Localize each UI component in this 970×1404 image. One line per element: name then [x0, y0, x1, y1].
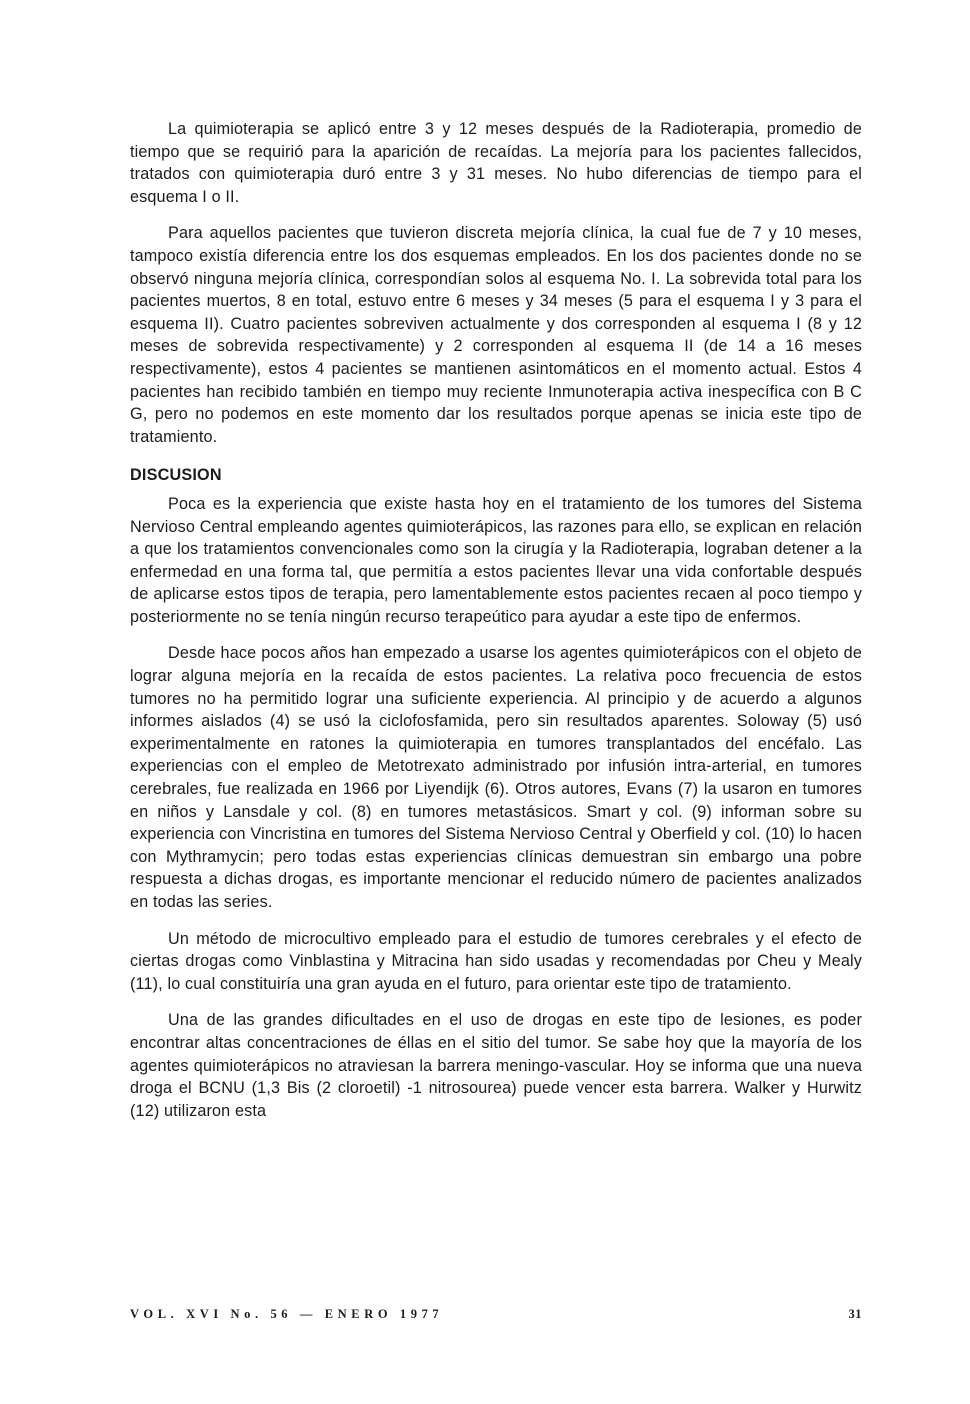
page-number: 31	[848, 1307, 862, 1321]
paragraph-discusion-difficulties: Una de las grandes dificultades en el uso de drogas en este tipo de lesiones, es poder encontrar altas concentraciones de éllas en el sitio del tumor. Se sabe hoy que la mayoría de los agentes quimioterápicos no atraviesan la barrera meningo-vascular. Hoy se informa que una nueva droga el BCNU (1,3 Bis (2 cloroetil) -1 nitrosourea) puede vencer esta barrera. Walker y Hurwitz (12) utilizaron esta	[130, 1011, 862, 1120]
paragraph-discusion-intro: Poca es la experiencia que existe hasta hoy en el tratamiento de los tumores del Sistema Nervioso Central empleando agentes quimioterápicos, las razones para ello, se explican en relación a que los tratamientos convencionales como son la cirugía y la Radioterapia, lograban detener a la enfermedad en una forma tal, que permitía a estos pacientes llevar una vida confortable después de aplicarse estos tipos de terapia, pero lamentablemente estos pacientes recaen al poco tiempo y posteriormente no se tenía ningún recurso terapeútico para ayudar a este tipo de enfermos.	[130, 494, 862, 626]
paragraph-results-survival: Para aquellos pacientes que tuvieron discreta mejoría clínica, la cual fue de 7 y 10 meses, tampoco existía diferencia entre los dos esquemas empleados. En los dos pacientes donde no se observó ninguna mejoría clínica, correspondían solos al esquema No. I. La sobrevida total para los pacientes muertos, 8 en total, estuvo entre 6 meses y 34 meses (5 para el esquema I y 3 para el esquema II). Cuatro pacientes sobreviven actualmente y dos corresponden al esquema I (8 y 12 meses de sobrevida respectivamente) y 2 corresponden al esquema II (de 14 a 16 meses respectivamente), estos 4 pacientes se mantienen asintomáticos en el momento actual. Estos 4 pacientes han recibido también en tiempo muy reciente Inmunoterapia activa inespecífica con B C G, pero no podemos en este momento dar los resultados porque apenas se inicia este tipo de tratamiento.	[130, 224, 862, 446]
section-heading-discusion: DISCUSION	[130, 466, 222, 485]
paragraph-discusion-microculture: Un método de microcultivo empleado para el estudio de tumores cerebrales y el efecto de ciertas drogas como Vinblastina y Mitracina han sido usadas y recomendadas por Cheu y Mealy (11), lo cual constituiría una gran ayuda en el futuro, para orientar este tipo de tratamiento.	[130, 929, 862, 993]
body-text	[130, 118, 862, 1122]
journal-issue-label: VOL. XVI No. 56 — ENERO 1977	[130, 1307, 444, 1321]
paragraph-results-timing: La quimioterapia se aplicó entre 3 y 12 meses después de la Radioterapia, promedio de tiempo que se requirió para la aparición de recaídas. La mejoría para los pacientes fallecidos, tratados con quimioterapia duró entre 3 y 31 meses. No hubo diferencias de tiempo para el esquema I o II.	[130, 120, 862, 206]
paragraph-discusion-agents: Desde hace pocos años han empezado a usarse los agentes quimioterápicos con el objeto de lograr alguna mejoría en la recaída de estos pacientes. La relativa poco frecuencia de estos tumores no ha permitido lograr una suficiente experiencia. Al principio y de acuerdo a algunos informes aislados (4) se usó la ciclofosfamida, pero sin resultados aparentes. Soloway (5) usó experimentalmente en ratones la quimioterapia en tumores transplantados del encéfalo. Las experiencias con el empleo de Metotrexato administrado por infusión intra-arterial, en tumores cerebrales, fue realizada en 1966 por Liyendijk (6). Otros autores, Evans (7) la usaron en tumores en niños y Lansdale y col. (8) en tumores metastásicos. Smart y col. (9) informan sobre su experiencia con Vincristina en tumores del Sistema Nervioso Central y Oberfield y col. (10) lo hacen con Mythramycin; pero todas estas experiencias clínicas demuestran sin embargo una pobre respuesta a dichas drogas, es importante mencionar el reducido número de pacientes analizados en todas las series.	[130, 644, 862, 911]
